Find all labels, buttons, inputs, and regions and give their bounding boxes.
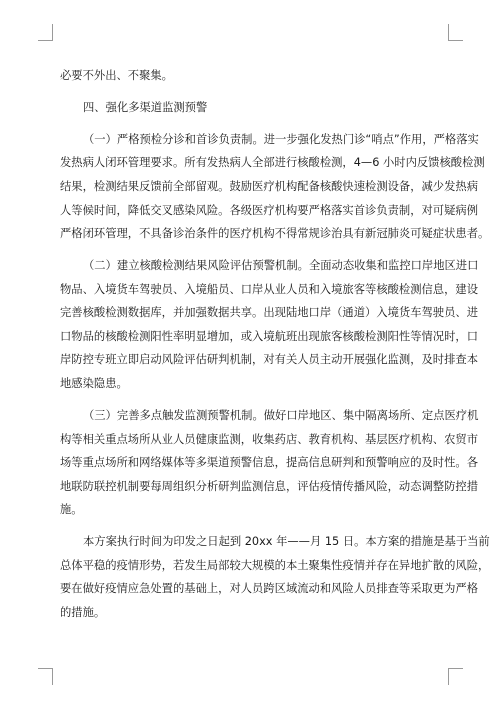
crop-mark-top-right <box>448 24 463 41</box>
paragraph-line: 施。 <box>60 503 83 517</box>
section-heading-text: 四、强化多渠道监测预警 <box>83 100 208 114</box>
paragraph-line: 人等候时间，降低交叉感染风险。各级医疗机构要严格落实首诊负责制，对可疑病例 <box>60 203 478 217</box>
paragraph-line: 发热病人闭环管理要求。所有发热病人全部进行核酸检测，4—6 小时内反馈核酸检测 <box>60 156 485 170</box>
paragraph-line: 岸防控专班立即启动风险评估研判机制，对有关人员主动开展强化监测，及时排查本 <box>60 353 478 367</box>
paragraph-line: 总体平稳的疫情形势，若发生局部较大规模的本土聚集性疫情并存在异地扩散的风险， <box>60 558 490 572</box>
paragraph-line: 完善核酸检测数据库，并加强数据共享。出现陆地口岸（通道）入境货车驾驶员、进 <box>60 306 478 320</box>
paragraph-line: 物品、入境货车驾驶员、入境船员、口岸从业人员和入境旅客等核酸检测信息，建设 <box>60 282 478 296</box>
crop-mark-bottom-left <box>38 668 53 685</box>
paragraph-line: （三）完善多点触发监测预警机制。做好口岸地区、集中隔离场所、定点医疗机 <box>83 408 479 422</box>
paragraph-line: 构等相关重点场所从业人员健康监测，收集药店、教育机构、基层医疗机构、农贸市 <box>60 432 478 446</box>
paragraph-line: 的措施。 <box>60 605 106 619</box>
paragraph-line: 结果，检测结果反馈前全部留观。鼓励医疗机构配备核酸快速检测设备，减少发热病 <box>60 179 478 193</box>
para-item-3 <box>60 404 479 522</box>
para-item-1 <box>60 128 490 246</box>
crop-mark-bottom-right <box>448 668 463 685</box>
section-heading-four <box>60 96 444 120</box>
paragraph-line: 本方案执行时间为印发之日起到 20xx 年——月 15 日。本方案的措施是基于当前 <box>83 535 490 549</box>
paragraph-line: 口物品的核酸检测阳性率明显增加，或入境航班出现旅客核酸检测阳性等情况时，口 <box>60 329 478 343</box>
document-body <box>60 64 490 633</box>
crop-mark-top-left <box>38 24 53 41</box>
paragraph-line: 必要不外出、不聚集。 <box>60 69 173 82</box>
para-implementation <box>60 530 490 624</box>
paragraph-line: 场等重点场所和网络媒体等多渠道预警信息，提高信息研判和预警响应的及时性。各 <box>60 456 478 470</box>
paragraph-line: （二）建立核酸检测结果风险评估预警机制。全面动态收集和监控口岸地区进口 <box>83 259 479 273</box>
para-continuation <box>60 64 444 88</box>
paragraph-line: 要在做好疫情应急处置的基础上，对人员跨区域流动和风险人员排查等采取更为严格 <box>60 582 478 596</box>
para-item-2 <box>60 254 479 396</box>
paragraph-line: 地联防联控机制要每周组织分析研判监测信息，评估疫情传播风险，动态调整防控措 <box>60 479 478 493</box>
paragraph-line: （一）严格预检分诊和首诊负责制。进一步强化发热门诊“哨点”作用，严格落实 <box>83 132 479 146</box>
paragraph-line: 地感染隐患。 <box>60 377 128 391</box>
paragraph-line: 严格闭环管理，不具备诊治条件的医疗机构不得常规诊治具有新冠肺炎可疑症状患者。 <box>60 227 490 241</box>
